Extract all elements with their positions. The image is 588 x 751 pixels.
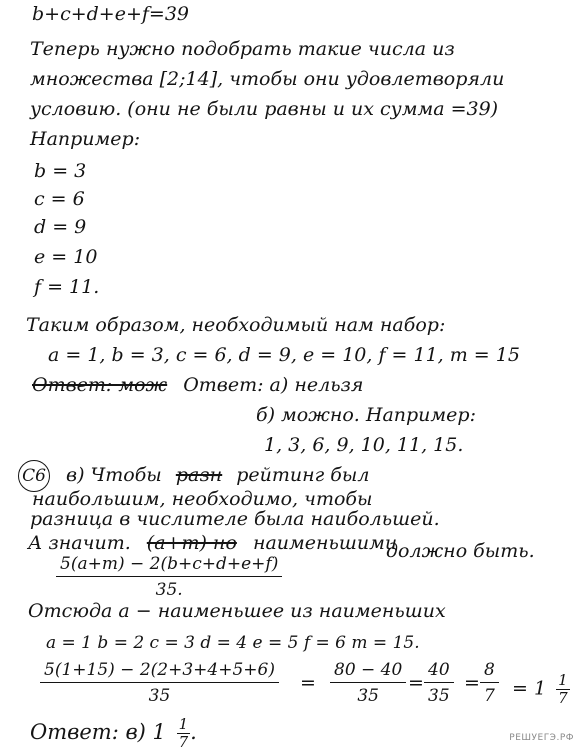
c6-line-3: разница в числителе была наибольшей.: [30, 508, 440, 530]
equals-1: =: [300, 672, 316, 694]
site-watermark: РЕШУЕГЭ.РФ: [509, 733, 574, 743]
crossed-answer: Ответ: мож: [32, 374, 168, 396]
example-heading: Например:: [30, 128, 141, 150]
fraction-80-40: [330, 660, 406, 706]
fraction-8-7-numerator: 8: [480, 660, 499, 683]
c6-line-5: должно быть.: [386, 540, 535, 562]
final-answer-numerator: 1: [178, 715, 189, 733]
conclusion-line: Таким образом, необходимый нам набор:: [26, 314, 446, 336]
fraction-8-7-denominator: 7: [484, 686, 495, 706]
c6-line-4-end: наименьшими: [252, 532, 398, 554]
otsyuda-line: Отсюда a − наименьшее из наименьших: [28, 600, 446, 622]
value-c: c = 6: [34, 188, 85, 210]
sum-equation: b+c+d+e+f=39: [32, 3, 190, 25]
c6-line-4-crossed: (a+m) но: [146, 532, 237, 554]
value-b: b = 3: [34, 160, 87, 182]
fraction-8-7: [480, 660, 499, 706]
equals-2: =: [408, 672, 424, 694]
fraction-substituted-denominator: 35: [148, 686, 171, 706]
answer-a: Ответ: а) нельзя: [183, 374, 364, 396]
equals-3: =: [464, 672, 480, 694]
fraction-40-35-numerator: 40: [424, 660, 454, 683]
c6-line-1-crossed: разн: [175, 464, 223, 486]
fraction-40-35: [424, 660, 454, 706]
fraction-substituted: [40, 660, 279, 706]
fraction-general-denominator: 35.: [155, 580, 183, 600]
c6-line-1-end: рейтинг был: [236, 464, 370, 486]
fraction-80-40-numerator: 80 − 40: [330, 660, 406, 683]
fraction-general-numerator: 5(a+m) − 2(b+c+d+e+f): [56, 554, 282, 577]
answer-row: [32, 374, 363, 396]
final-answer-denominator: 7: [178, 733, 189, 751]
text-line-1: Теперь нужно подобрать такие числа из: [30, 38, 455, 60]
mixed-denominator: 7: [558, 689, 568, 707]
value-e: e = 10: [34, 246, 98, 268]
minimal-values: a = 1 b = 2 c = 3 d = 4 e = 5 f = 6 m = 15.: [46, 633, 420, 653]
c6-line-4: [28, 532, 397, 554]
fraction-substituted-numerator: 5(1+15) − 2(2+3+4+5+6): [40, 660, 279, 683]
final-answer-fraction: [177, 716, 191, 751]
equals-4-whole: = 1: [512, 677, 547, 700]
fraction-80-40-denominator: 35: [357, 686, 379, 706]
mixed-numerator: 1: [558, 671, 568, 689]
c6-line-1-start: в) Чтобы: [66, 464, 162, 486]
final-answer: [30, 716, 197, 751]
value-f: f = 11.: [34, 276, 100, 298]
number-set: a = 1, b = 3, c = 6, d = 9, e = 10, f = 11, m = 15: [48, 344, 520, 366]
final-answer-dot: .: [190, 720, 197, 744]
c6-line-2: наибольшим, необходимо, чтобы: [32, 488, 373, 510]
text-line-2: множества [2;14], чтобы они удовлетворяли: [30, 68, 505, 90]
fraction-general: [56, 554, 282, 600]
text-line-3: условию. (они не были равны и их сумма =39): [30, 98, 499, 120]
task-number-circle: С6: [18, 460, 50, 492]
equals-mixed: [512, 672, 570, 707]
final-answer-label: Ответ: в) 1: [30, 720, 166, 744]
c6-line-4-start: А значит.: [28, 532, 131, 554]
answer-b: б) можно. Например:: [256, 404, 476, 426]
answer-b-list: 1, 3, 6, 9, 10, 11, 15.: [264, 434, 464, 456]
fraction-40-35-denominator: 35: [428, 686, 450, 706]
value-d: d = 9: [34, 216, 87, 238]
mixed-fraction-part: [556, 672, 570, 707]
